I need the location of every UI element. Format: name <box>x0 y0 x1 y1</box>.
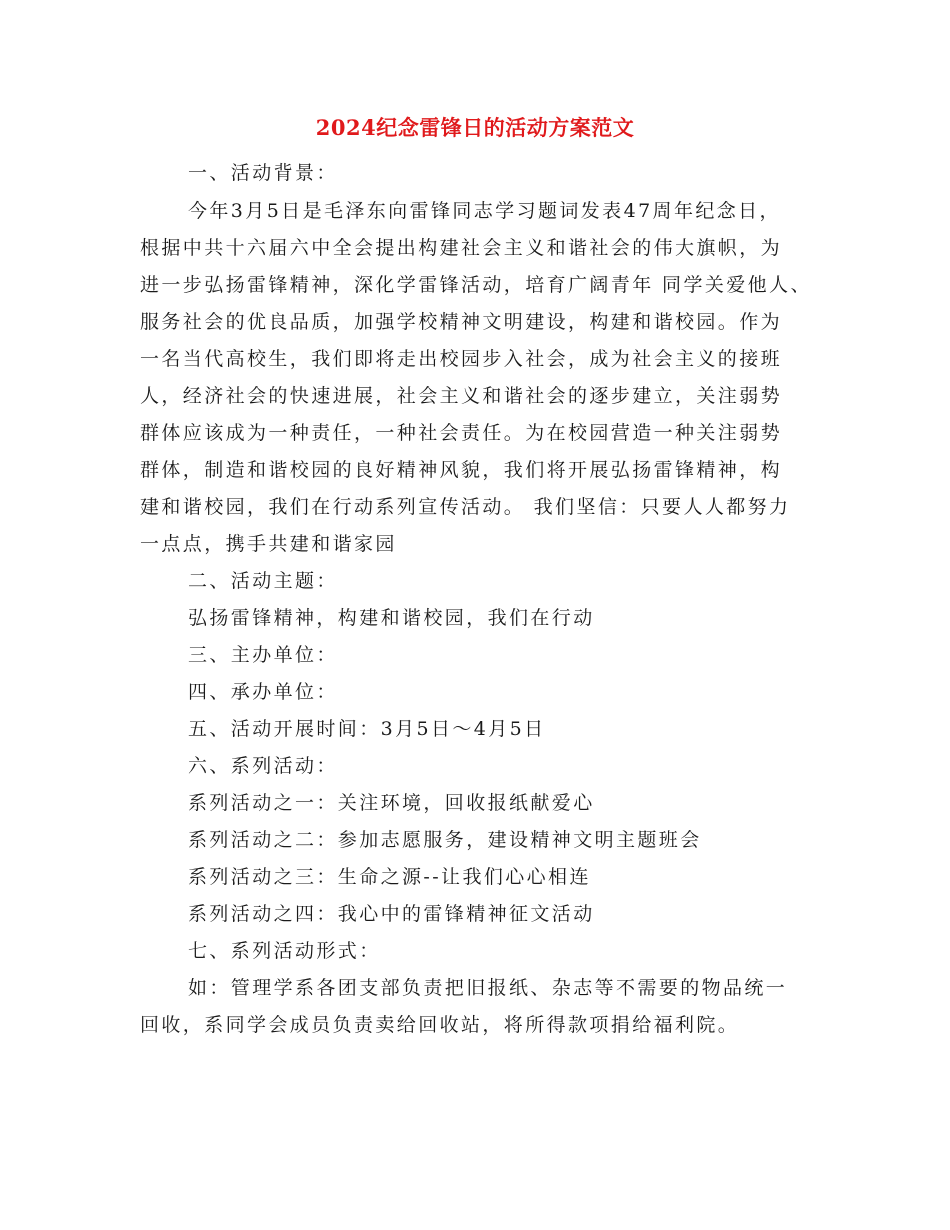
paragraph-line: 服务社会的优良品质，加强学校精神文明建设，构建和谐校园。作为 <box>140 311 783 333</box>
paragraph-line: 今年3月5日是毛泽东向雷锋同志学习题词发表47周年纪念日， <box>188 200 781 222</box>
paragraph-line: 一点点，携手共建和谐家园 <box>140 533 397 555</box>
section-heading-activities: 六、系列活动： <box>188 755 338 777</box>
paragraph-line: 群体应该成为一种责任，一种社会责任。为在校园营造一种关注弱势 <box>140 422 783 444</box>
activity-item: 系列活动之二：参加志愿服务，建设精神文明主题班会 <box>188 829 702 851</box>
section-heading-background: 一、活动背景： <box>188 162 338 184</box>
activity-item: 系列活动之三：生命之源--让我们心心相连 <box>188 866 591 888</box>
section-heading-organizer: 三、主办单位： <box>188 644 338 666</box>
theme-text: 弘扬雷锋精神，构建和谐校园，我们在行动 <box>188 607 595 629</box>
paragraph-line: 一名当代高校生，我们即将走出校园步入社会，成为社会主义的接班 <box>140 348 783 370</box>
paragraph-line: 群体，制造和谐校园的良好精神风貌，我们将开展弘扬雷锋精神，构 <box>140 459 783 481</box>
section-heading-forms: 七、系列活动形式： <box>188 940 381 962</box>
paragraph-line: 回收，系同学会成员负责卖给回收站，将所得款项捐给福利院。 <box>140 1014 740 1036</box>
section-heading-time: 五、活动开展时间：3月5日～4月5日 <box>188 718 546 740</box>
section-heading-co-organizer: 四、承办单位： <box>188 681 338 703</box>
paragraph-line: 人，经济社会的快速进展，社会主义和谐社会的逐步建立，关注弱势 <box>140 385 783 407</box>
paragraph-line: 根据中共十六届六中全会提出构建社会主义和谐社会的伟大旗帜，为 <box>140 237 783 259</box>
paragraph-line: 如：管理学系各团支部负责把旧报纸、杂志等不需要的物品统一 <box>188 977 788 999</box>
activity-item: 系列活动之一：关注环境，回收报纸献爱心 <box>188 792 595 814</box>
activity-item: 系列活动之四：我心中的雷锋精神征文活动 <box>188 903 595 925</box>
section-heading-theme: 二、活动主题： <box>188 570 338 592</box>
paragraph-line: 建和谐校园，我们在行动系列宣传活动。 我们坚信：只要人人都努力 <box>140 496 791 518</box>
paragraph-line: 进一步弘扬雷锋精神，深化学雷锋活动，培育广阔青年 同学关爱他人、 <box>140 274 812 296</box>
document-title: 2024纪念雷锋日的活动方案范文 <box>315 115 635 140</box>
